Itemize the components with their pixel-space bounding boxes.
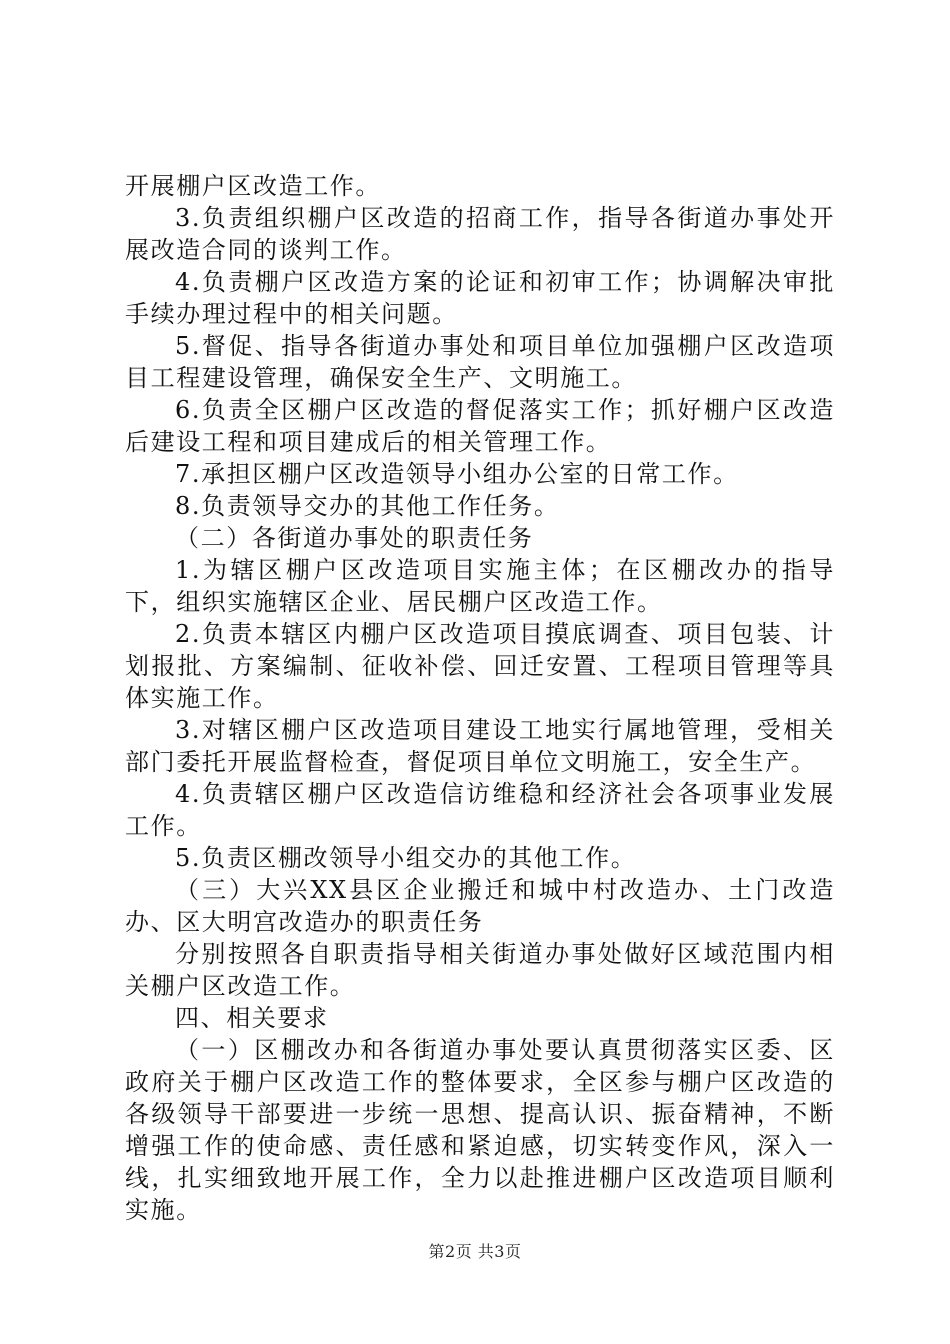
paragraph: （二）各街道办事处的职责任务: [175, 524, 534, 552]
paragraph: 1.为辖区棚户区改造项目实施主体；在区棚改办的指导下，组织实施辖区企业、居民棚户区改造工作。: [125, 556, 835, 616]
document-body: [125, 170, 835, 1226]
paragraph: 分别按照各自职责指导相关街道办事处做好区域范围内相关棚户区改造工作。: [125, 940, 835, 1000]
paragraph: 四、相关要求: [175, 1004, 329, 1032]
paragraph: 2.负责本辖区内棚户区改造项目摸底调查、项目包装、计划报批、方案编制、征收补偿、回迁安置、工程项目管理等具体实施工作。: [125, 620, 835, 712]
page-footer: 第2页 共3页: [428, 1242, 522, 1261]
paragraph: 5.负责区棚改领导小组交办的其他工作。: [175, 844, 637, 872]
paragraph: （三）大兴XX县区企业搬迁和城中村改造办、土门改造办、区大明宫改造办的职责任务: [125, 876, 835, 936]
paragraph: 8.负责领导交办的其他工作任务。: [175, 492, 560, 520]
paragraph: 7.承担区棚户区改造领导小组办公室的日常工作。: [175, 460, 739, 488]
paragraph: 3.负责组织棚户区改造的招商工作，指导各街道办事处开展改造合同的谈判工作。: [125, 204, 835, 264]
paragraph: 6.负责全区棚户区改造的督促落实工作；抓好棚户区改造后建设工程和项目建成后的相关管理工作。: [125, 396, 835, 456]
paragraph: （一）区棚改办和各街道办事处要认真贯彻落实区委、区政府关于棚户区改造工作的整体要求，全区参与棚户区改造的各级领导干部要进一步统一思想、提高认识、振奋精神，不断增强工作的使命感、责任感和紧迫感，切实转变作风，深入一线，扎实细致地开展工作，全力以赴推进棚户区改造项目顺利实施。: [125, 1036, 835, 1224]
paragraph: 4.负责棚户区改造方案的论证和初审工作；协调解决审批手续办理过程中的相关问题。: [125, 268, 835, 328]
paragraph: 开展棚户区改造工作。: [125, 172, 381, 200]
paragraph: 3.对辖区棚户区改造项目建设工地实行属地管理，受相关部门委托开展监督检查，督促项目单位文明施工，安全生产。: [125, 716, 835, 776]
paragraph: 5.督促、指导各街道办事处和项目单位加强棚户区改造项目工程建设管理，确保安全生产、文明施工。: [125, 332, 835, 392]
paragraph: 4.负责辖区棚户区改造信访维稳和经济社会各项事业发展工作。: [125, 780, 835, 840]
